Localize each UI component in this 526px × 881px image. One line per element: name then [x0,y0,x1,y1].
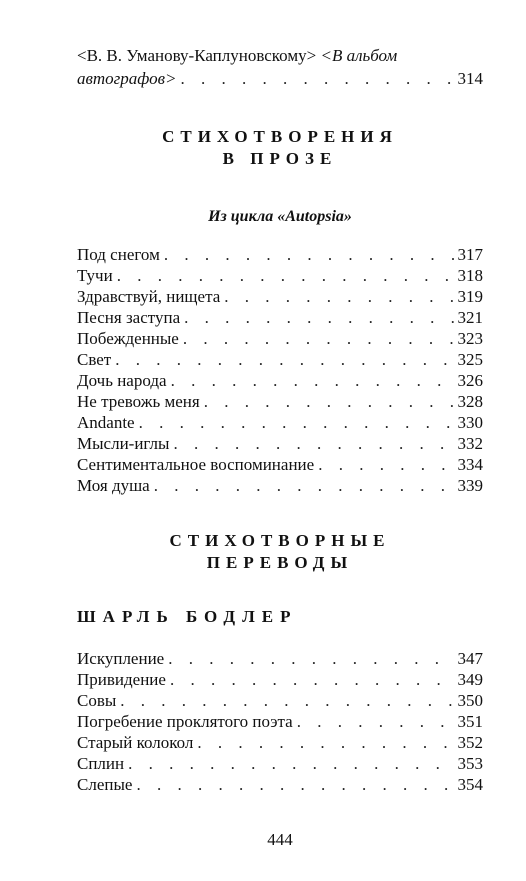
entry-title: Моя душа [77,476,150,495]
entry-page-number: 321 [457,308,483,327]
toc-entry [77,349,483,370]
cycle-heading: Из цикла «Autopsia» [208,208,352,225]
dot-leader [171,370,454,391]
page-number-folio: 444 [267,830,293,849]
entry-page-number: 339 [457,476,483,495]
toc-entry [77,669,483,690]
toc-entry [77,286,483,307]
dot-leader [120,690,453,711]
entry-page-number: 354 [457,775,483,794]
toc-entry [77,648,483,669]
entry-title: Свет [77,350,112,369]
toc-entry [77,412,483,433]
section-heading-prose [77,126,483,170]
entry-page-number: 319 [457,287,483,306]
entry-title: Дочь народа [77,371,167,390]
toc-entry [77,774,483,795]
entry-title: Не тревожь меня [77,392,200,411]
entry-page-number: 332 [457,434,483,453]
entry-title: Погребение проклятого поэта [77,712,293,731]
entry-title: Сплин [77,754,125,773]
entry-page-number: 318 [457,266,483,285]
entry-page-number: 347 [457,649,483,668]
toc-entry-umanov [77,45,483,89]
dot-leader [164,244,454,265]
toc-entry [77,370,483,391]
prose-poems-list [77,244,483,496]
dot-leader [168,648,453,669]
author-heading: ШАРЛЬ БОДЛЕР [77,607,298,626]
toc-entry [77,454,483,475]
dot-leader [170,669,454,690]
entry-page-number: 353 [457,754,483,773]
dot-leader [204,391,454,412]
toc-entry [77,265,483,286]
toc-entry [77,475,483,496]
dot-leader [224,286,453,307]
dot-leader [115,349,453,370]
dot-leader [197,732,453,753]
section-heading-translations [77,530,483,574]
dot-leader [117,265,454,286]
section-heading-line: СТИХОТВОРЕНИЯ [162,127,398,146]
entry-title: Andante [77,413,135,432]
dot-leader [297,711,454,732]
dot-leader [128,753,453,774]
entry-title: Мысли-иглы [77,434,170,453]
toc-entry [77,433,483,454]
dot-leader [154,475,454,496]
entry-title: Привидение [77,670,166,689]
entry-title: Сентиментальное воспоминание [77,455,315,474]
entry-title: Здравствуй, нищета [77,287,221,306]
entry-title: Искупление [77,649,165,668]
translations-list [77,648,483,795]
section-heading-line: ПЕРЕВОДЫ [206,553,354,572]
entry-page-number: 330 [457,413,483,432]
dot-leader [184,307,453,328]
entry-page-number: 317 [457,245,483,264]
dot-leader [183,328,454,349]
entry-page-number: 326 [457,371,483,390]
entry-title: Под снегом [77,245,160,264]
dot-leader [139,412,454,433]
toc-entry [77,328,483,349]
entry-page-number: 334 [457,455,483,474]
toc-entry [77,244,483,265]
entry-page-number: 314 [457,69,483,88]
entry-page-number: 328 [457,392,483,411]
section-heading-line: В ПРОЗЕ [222,149,338,168]
entry-title: Старый колокол [77,733,194,752]
entry-page-number: 350 [457,691,483,710]
toc-entry [77,753,483,774]
toc-entry [77,732,483,753]
entry-title: Совы [77,691,117,710]
entry-title-plain: <В. В. Уманову-Каплуновскому> [77,46,321,65]
section-heading-line: СТИХОТВОРНЫЕ [169,531,391,550]
entry-page-number: 325 [457,350,483,369]
entry-title: Тучи [77,266,113,285]
toc-entry [77,307,483,328]
entry-page-number: 351 [457,712,483,731]
toc-entry [77,711,483,732]
toc-entry [77,690,483,711]
entry-page-number: 323 [457,329,483,348]
dot-leader [173,433,453,454]
dot-leader [136,774,453,795]
dot-leader [181,68,454,89]
entry-title: Слепые [77,775,133,794]
entry-title-italic: <В альбом [320,46,398,65]
entry-title-italic-cont: автографов> [77,69,177,88]
entry-title: Побежденные [77,329,179,348]
entry-title: Песня заступа [77,308,181,327]
toc-entry [77,391,483,412]
dot-leader [318,454,453,475]
entry-page-number: 349 [457,670,483,689]
entry-page-number: 352 [457,733,483,752]
